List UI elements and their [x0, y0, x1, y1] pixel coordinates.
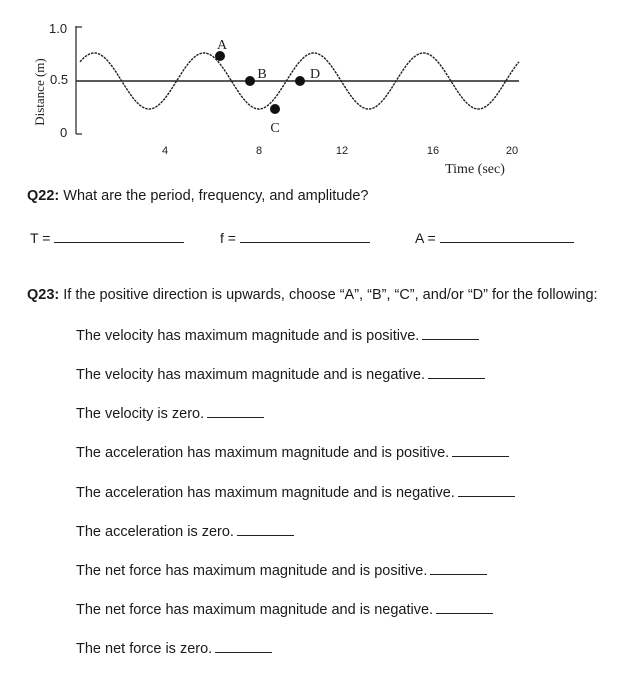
answer-blank[interactable] — [436, 601, 493, 614]
period-label: T = — [30, 230, 51, 246]
statement-row — [76, 523, 294, 540]
x-tick-label: 20 — [505, 145, 519, 157]
statement-row — [76, 640, 272, 657]
q23-number: Q23: — [27, 287, 60, 303]
y-tick-label: 0 — [60, 125, 68, 140]
y-tick-label: 0.5 — [50, 72, 69, 87]
q23-question — [27, 287, 598, 303]
point-d-marker — [295, 76, 305, 86]
q22-text: What are the period, frequency, and amplitude? — [59, 188, 369, 204]
point-a-label: A — [216, 38, 228, 53]
wave-graph — [0, 0, 632, 185]
answer-blank[interactable] — [430, 562, 487, 575]
statement-text: The velocity has maximum magnitude and is negative. — [76, 367, 425, 383]
point-b-label: B — [257, 67, 267, 82]
statement-text: The acceleration has maximum magnitude and is positive. — [76, 445, 450, 461]
x-tick-label: 16 — [426, 145, 440, 157]
answer-blank[interactable] — [452, 444, 509, 457]
q22-number: Q22: — [27, 188, 60, 204]
statement-text: The net force has maximum magnitude and is negative. — [76, 602, 434, 618]
period-input[interactable] — [54, 230, 184, 243]
point-c-label: C — [270, 121, 280, 136]
q22-question — [27, 188, 369, 204]
x-tick-label: 4 — [161, 145, 169, 157]
statement-text: The acceleration has maximum magnitude and is negative. — [76, 485, 455, 501]
statement-row — [76, 444, 509, 461]
statement-text: The net force has maximum magnitude and is positive. — [76, 563, 428, 579]
amplitude-label: A = — [415, 230, 436, 246]
statement-text: The velocity has maximum magnitude and is positive. — [76, 328, 420, 344]
y-axis-label: Distance (m) — [32, 58, 47, 126]
answer-blank[interactable] — [237, 523, 294, 536]
answer-blank[interactable] — [422, 327, 479, 340]
x-axis-label: Time (sec) — [445, 162, 505, 177]
statement-text: The net force is zero. — [76, 641, 213, 657]
point-d-label: D — [309, 67, 321, 82]
answer-blank[interactable] — [428, 366, 485, 379]
y-tick-label: 1.0 — [49, 21, 68, 36]
amplitude-input[interactable] — [440, 230, 574, 243]
statement-row — [76, 562, 487, 579]
x-tick-label: 12 — [335, 145, 349, 157]
statement-row — [76, 327, 479, 344]
statement-text: The velocity is zero. — [76, 406, 205, 422]
statement-row — [76, 601, 493, 618]
x-tick-label: 8 — [255, 145, 263, 157]
q23-text: If the positive direction is upwards, choose “A”, “B”, “C”, and/or “D” for the following: — [59, 287, 598, 303]
statement-row — [76, 484, 515, 501]
statement-text: The acceleration is zero. — [76, 524, 234, 540]
point-b-marker — [245, 76, 255, 86]
frequency-input[interactable] — [240, 230, 370, 243]
period-answer — [30, 230, 184, 246]
answer-blank[interactable] — [207, 405, 264, 418]
statement-row — [76, 366, 485, 383]
statement-row — [76, 405, 264, 422]
answer-blank[interactable] — [458, 484, 515, 497]
point-c-marker — [270, 104, 280, 114]
answer-blank[interactable] — [215, 640, 272, 653]
amplitude-answer — [415, 230, 574, 246]
frequency-answer — [220, 230, 370, 246]
frequency-label: f = — [220, 230, 236, 246]
